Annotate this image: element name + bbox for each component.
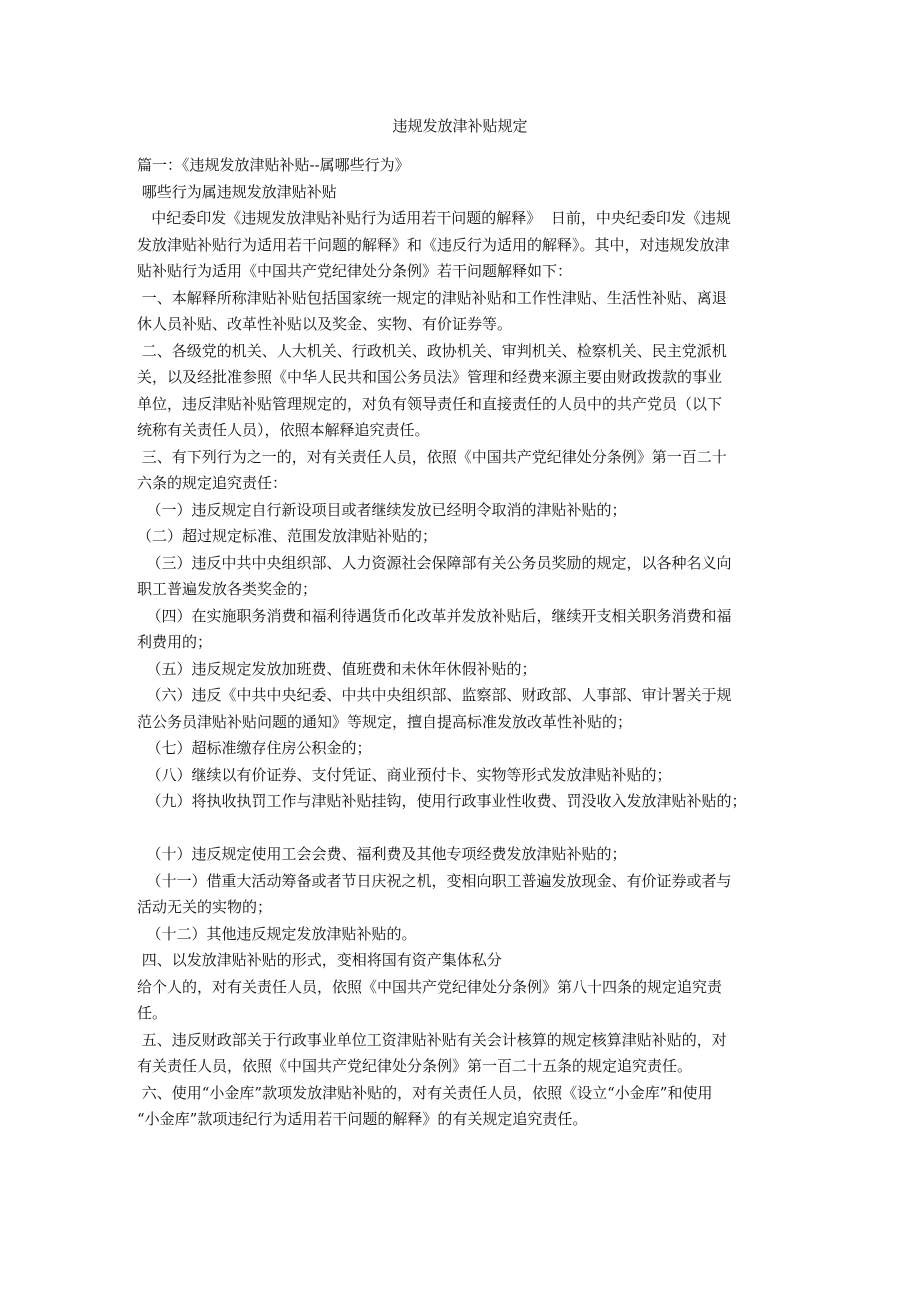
text-line: （十）违反规定使用工会会费、福利费及其他专项经费发放津贴补贴的； bbox=[137, 845, 627, 863]
text-line: （四）在实施职务消费和福利待遇货币化改革并发放补贴后，继续开支相关职务消费和福 bbox=[137, 606, 732, 625]
text-line: 发放津贴补贴行为适用若干问题的解释》和《违反行为适用的解释》。其中，对违规发放津 bbox=[137, 235, 730, 254]
text-line: 利费用的； bbox=[137, 633, 213, 651]
text-line: 范公务员津贴补贴问题的通知》等规定，擅自提高标准发放改革性补贴的； bbox=[137, 712, 633, 731]
text-line: （六）违反《中共中央纪委、中共中央组织部、监察部、财政部、人事部、审计署关于规 bbox=[137, 686, 732, 704]
text-line: 六、使用“小金库”款项发放津贴补贴的，对有关责任人员，依照《设立“小金库”和使用 bbox=[137, 1083, 713, 1102]
text-line: 活动无关的实物的； bbox=[137, 898, 273, 916]
text-line: （五）违反规定发放加班费、值班费和未休年休假补贴的； bbox=[137, 659, 537, 678]
text-line: 给个人的，对有关责任人员，依照《中国共产党纪律处分条例》第八十四条的规定追究责 bbox=[137, 977, 723, 996]
text-line: （八）继续以有价证券、支付凭证、商业预付卡、实物等形式发放津贴补贴的； bbox=[137, 765, 672, 784]
text-line: 一、本解释所称津贴补贴包括国家统一规定的津贴补贴和工作性津贴、生活性补贴、离退 bbox=[137, 288, 727, 307]
text-line: 中纪委印发《违规发放津贴补贴行为适用若干问题的解释》 日前，中央纪委印发《违规 bbox=[137, 209, 731, 227]
text-line: “小金库”款项违纪行为适用若干问题的解释》的有关规定追究责任。 bbox=[137, 1110, 588, 1128]
text-line: 五、违反财政部关于行政事业单位工资津贴补贴有关会计核算的规定核算津贴补贴的，对 bbox=[137, 1030, 727, 1049]
text-line: （二）超过规定标准、范围发放津贴补贴的； bbox=[137, 527, 438, 545]
text-line: 职工普遍发放各类奖金的； bbox=[137, 580, 318, 598]
text-line: （十二）其他违反规定发放津贴补贴的。 bbox=[137, 924, 417, 943]
text-line: 二、各级党的机关、人大机关、行政机关、政协机关、审判机关、检察机关、民主党派机 bbox=[137, 341, 727, 360]
text-line: 任。 bbox=[137, 1004, 168, 1022]
text-line: 哪些行为属违规发放津贴补贴 bbox=[137, 182, 337, 201]
text-line: 统称有关责任人员），依照本解释追究责任。 bbox=[137, 421, 430, 439]
text-line: 篇一：《违规发放津贴补贴--属哪些行为》 bbox=[137, 156, 410, 174]
text-line: （七）超标准缴存住房公积金的； bbox=[137, 739, 372, 757]
text-line: （九）将执收执罚工作与津贴补贴挂钩，使用行政事业性收费、罚没收入发放津贴补贴的； bbox=[137, 792, 747, 810]
text-line: 三、有下列行为之一的，对有关责任人员，依照《中国共产党纪律处分条例》第一百二十 bbox=[137, 447, 727, 466]
text-line: （一）违反规定自行新设项目或者继续发放已经明令取消的津贴补贴的； bbox=[137, 500, 627, 519]
text-line: （三）违反中共中央组织部、人力资源社会保障部有关公务员奖励的规定，以各种名义向 bbox=[137, 553, 732, 572]
document-title: 违规发放津补贴规定 bbox=[392, 117, 528, 135]
document-body bbox=[137, 152, 793, 1133]
text-line: 贴补贴行为适用《中国共产党纪律处分条例》若干问题解释如下： bbox=[137, 262, 573, 280]
text-line: 单位，违反津贴补贴管理规定的，对负有领导责任和直接责任的人员中的共产党员（以下 bbox=[137, 394, 723, 413]
text-line: （十一）借重大活动筹备或者节日庆祝之机，变相向职工普遍发放现金、有价证券或者与 bbox=[137, 871, 732, 890]
text-line: 六条的规定追究责任： bbox=[137, 474, 288, 492]
text-line: 有关责任人员，依照《中国共产党纪律处分条例》第一百二十五条的规定追究责任。 bbox=[137, 1057, 693, 1075]
blank-line bbox=[137, 815, 793, 842]
text-line: 休人员补贴、改革性补贴以及奖金、实物、有价证券等。 bbox=[137, 315, 513, 333]
text-line: 关，以及经批准参照《中华人民共和国公务员法》管理和经费来源主要由财政拨款的事业 bbox=[137, 368, 723, 386]
text-line: 四、以发放津贴补贴的形式，变相将国有资产集体私分 bbox=[137, 951, 502, 969]
